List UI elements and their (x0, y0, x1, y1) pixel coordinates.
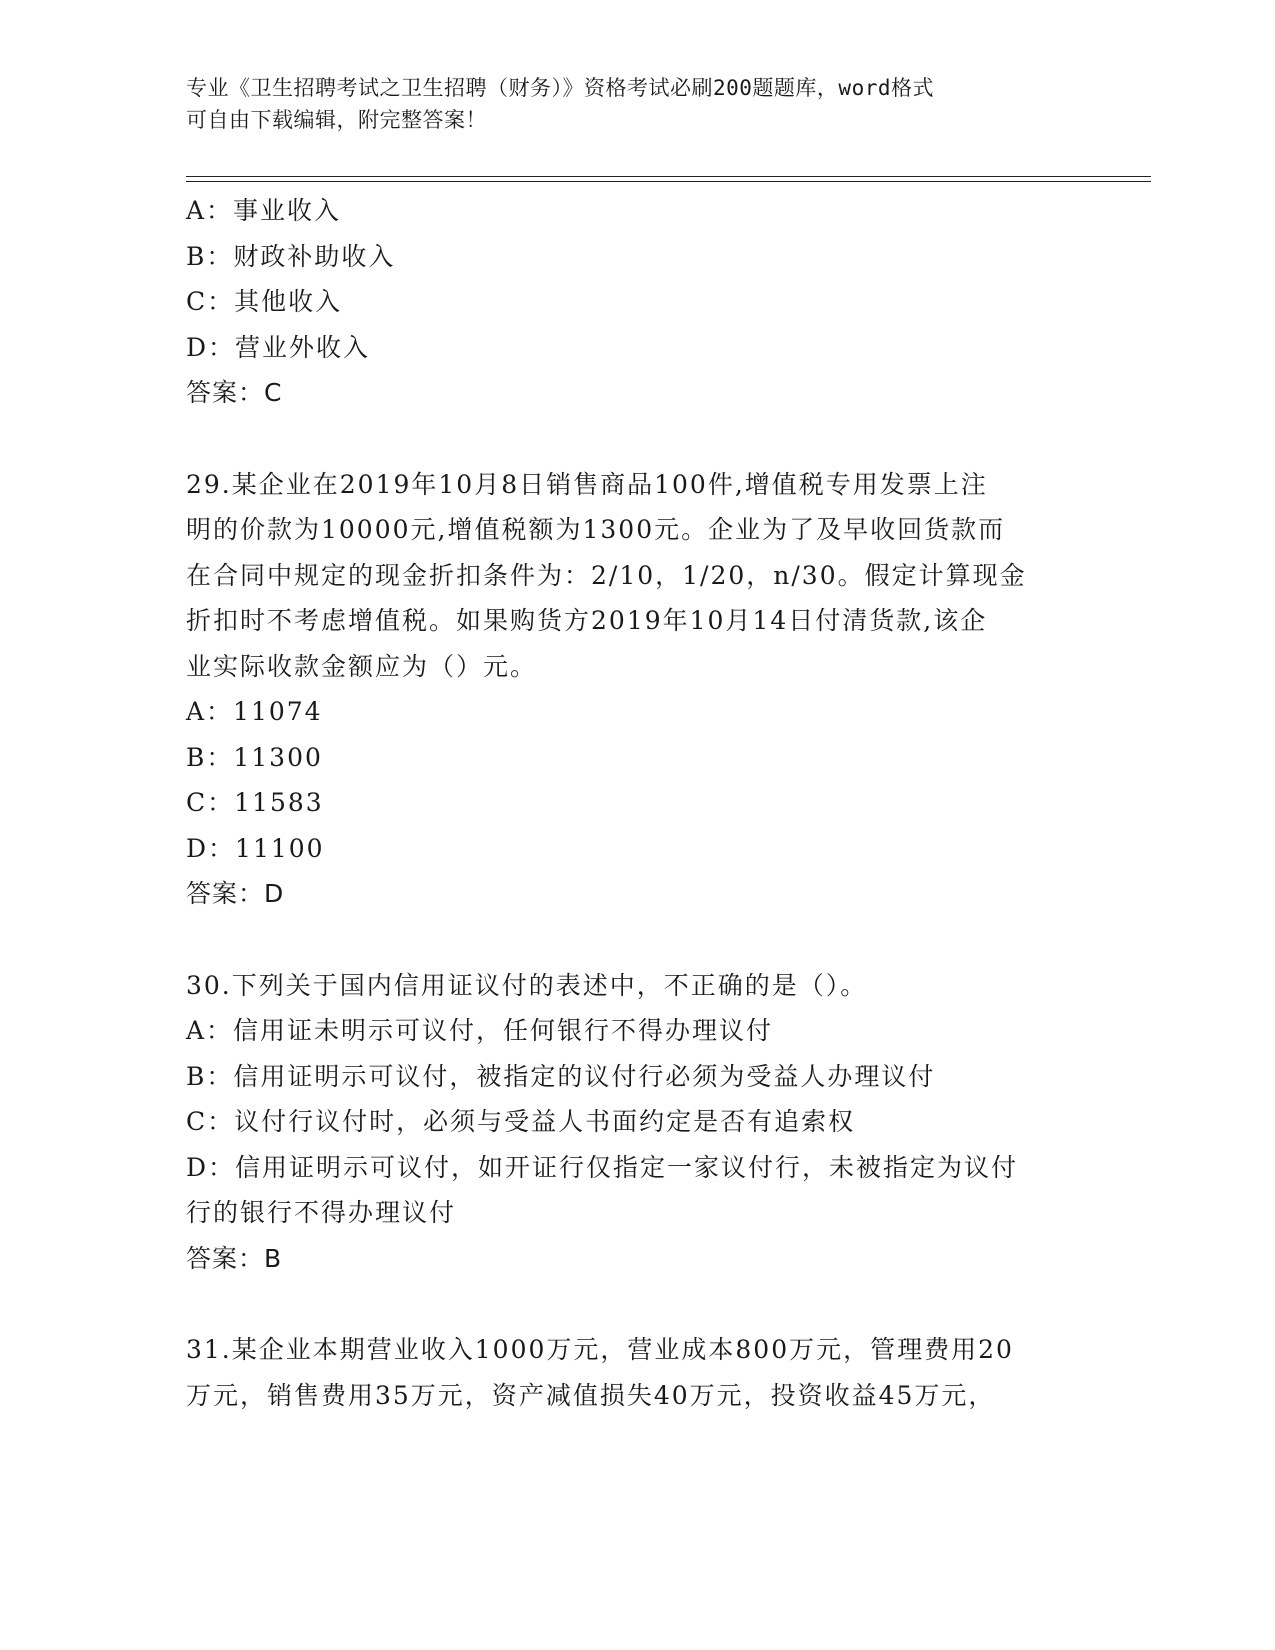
option-c: C：其他收入 (186, 287, 343, 316)
question-30 (186, 963, 1086, 1282)
answer-line: 答案：B (186, 1243, 283, 1273)
question-stem-line: 29.某企业在2019年10月8日销售商品100件,增值税专用发票上注 (186, 469, 988, 499)
option-a: A：事业收入 (186, 196, 342, 225)
option-c: C：议付行议付时，必须与受益人书面约定是否有追索权 (186, 1107, 856, 1136)
spacer (186, 917, 1086, 963)
question-stem-line: 30.下列关于国内信用证议付的表述中，不正确的是（）。 (186, 970, 868, 1000)
answer-line: 答案：D (186, 879, 285, 908)
option-a: A：信用证未明示可议付，任何银行不得办理议付 (186, 1016, 774, 1045)
question-28 (186, 188, 1086, 416)
question-stem-line: 万元，销售费用35万元，资产减值损失40万元，投资收益45万元， (186, 1380, 996, 1410)
question-29 (186, 462, 1086, 917)
header-divider-top (186, 176, 1151, 177)
header-divider-bottom (186, 181, 1151, 182)
question-stem-line: 31.某企业本期营业收入1000万元，营业成本800万元，管理费用20 (186, 1335, 1014, 1364)
spacer (186, 1281, 1086, 1327)
question-stem-line: 明的价款为10000元,增值税额为1300元。企业为了及早收回货款而 (186, 515, 1006, 544)
question-stem-line: 业实际收款金额应为（）元。 (186, 651, 538, 681)
document-header (186, 72, 1066, 136)
option-d-continued: 行的银行不得办理议付 (186, 1198, 457, 1227)
option-d: D：11100 (186, 833, 325, 863)
question-stem-line: 折扣时不考虑增值税。如果购货方2019年10月14日付清货款,该企 (186, 606, 988, 635)
option-d: D：信用证明示可议付，如开证行仅指定一家议付行，未被指定为议付 (186, 1152, 1019, 1182)
question-stem-line: 在合同中规定的现金折扣条件为：2/10，1/20，n/30。假定计算现金 (186, 560, 1027, 590)
option-a: A：11074 (186, 697, 323, 726)
option-b: B：信用证明示可议付，被指定的议付行必须为受益人办理议付 (186, 1061, 936, 1091)
answer-line: 答案：C (186, 378, 283, 407)
option-b: B：11300 (186, 742, 323, 772)
question-content (186, 188, 1086, 1418)
option-b: B：财政补助收入 (186, 241, 396, 271)
header-line-2: 可自由下载编辑，附完整答案！ (186, 108, 487, 132)
option-c: C：11583 (186, 788, 324, 817)
header-line-1: 专业《卫生招聘考试之卫生招聘（财务）》资格考试必刷200题题库，word格式 (186, 76, 934, 100)
question-31 (186, 1327, 1086, 1418)
spacer (186, 416, 1086, 462)
option-d: D：营业外收入 (186, 332, 371, 362)
